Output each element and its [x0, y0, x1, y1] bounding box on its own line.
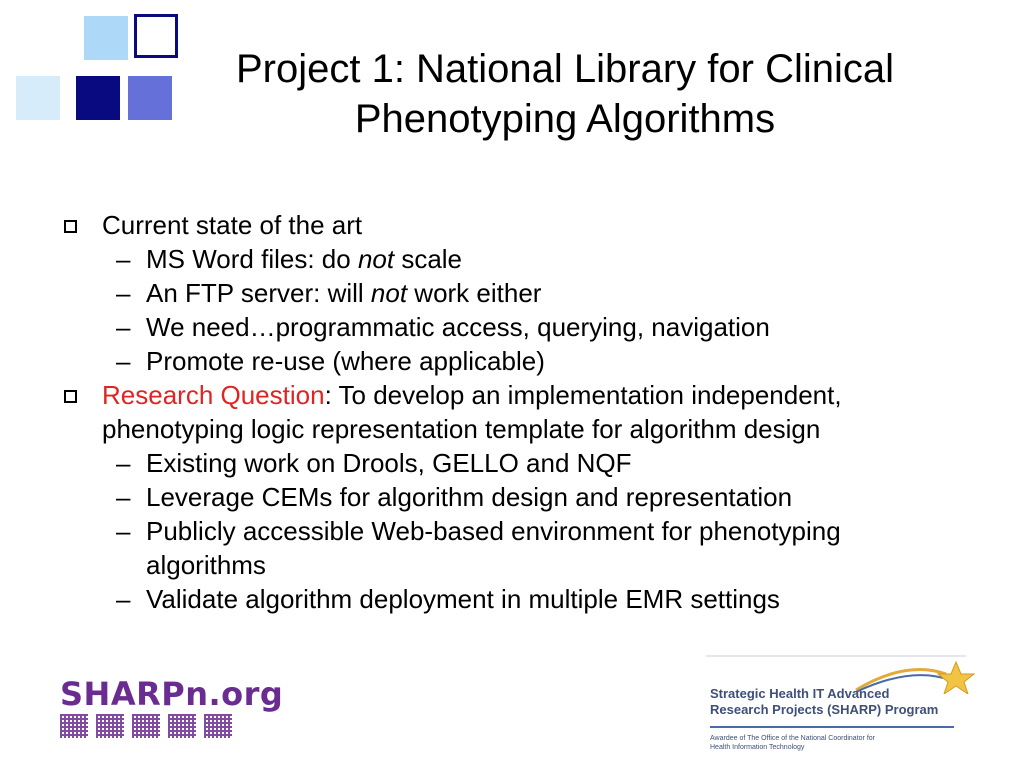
sub-bullet-text: Leverage CEMs for algorithm design and representation	[146, 482, 793, 512]
sub-bullet-text: Existing work on Drools, GELLO and NQF	[146, 448, 632, 478]
divider	[710, 726, 954, 728]
square-bullet-icon	[64, 390, 77, 403]
dash-icon: –	[116, 584, 131, 614]
title-line-1: Project 1: National Library for Clinical	[235, 47, 895, 91]
sub-bullet-text-pre: An FTP server: will	[146, 278, 371, 308]
dash-icon: –	[116, 346, 131, 376]
sub-bullet-text: Promote re-use (where applicable)	[146, 346, 545, 376]
dash-icon: –	[116, 244, 131, 274]
dash-icon: –	[116, 278, 131, 308]
title-line-2: Phenotyping Algorithms	[354, 97, 776, 141]
dash-icon: –	[116, 482, 131, 512]
sharp-program-logo	[706, 654, 976, 758]
deco-square-light	[84, 16, 128, 60]
award-line-2: Health Information Technology	[710, 744, 805, 751]
deco-square-navy	[76, 76, 120, 120]
sub-bullet	[62, 582, 962, 616]
sub-bullet	[62, 344, 962, 378]
sub-bullet	[62, 514, 962, 582]
page-title	[180, 44, 950, 144]
award-line-1: Awardee of The Office of the National Coordinator for	[710, 735, 875, 742]
logo-block	[204, 714, 232, 738]
sub-bullet-text: Publicly accessible Web-based environment for phenotyping algorithms	[146, 516, 841, 580]
dash-icon: –	[116, 312, 131, 342]
sharpn-logo	[60, 676, 283, 738]
bullet-text: : To develop an implementation independent, phenotyping logic representation template for algorithm design	[102, 380, 842, 444]
logo-block	[132, 714, 160, 738]
square-bullet-icon	[64, 220, 77, 233]
sub-bullet	[62, 276, 962, 310]
sub-bullet-text: Validate algorithm deployment in multiple EMR settings	[146, 584, 780, 614]
research-question-label: Research Question	[102, 380, 325, 410]
sub-bullet-text-post: work either	[407, 278, 542, 308]
dash-icon: –	[116, 448, 131, 478]
deco-square-medium	[128, 76, 172, 120]
sub-bullet-emphasis: not	[357, 244, 395, 274]
sharp-program-title	[710, 686, 938, 718]
awardee-text	[710, 734, 875, 752]
sub-bullet	[62, 446, 962, 480]
bullet-text: Current state of the art	[102, 210, 363, 240]
logo-block	[168, 714, 196, 738]
sub-bullet-emphasis: not	[370, 278, 408, 308]
sub-bullet-text: We need…programmatic access, querying, navigation	[146, 312, 770, 342]
logo-block	[60, 714, 88, 738]
sharpn-logo-text: SHARPn.org	[60, 675, 284, 713]
sub-bullet	[62, 480, 962, 514]
sub-bullet	[62, 310, 962, 344]
sharpn-logo-pattern	[60, 714, 283, 738]
deco-square-pale	[16, 76, 60, 120]
bullet-current-state	[62, 208, 962, 242]
dash-icon: –	[116, 516, 131, 546]
sharp-title-line-2: Research Projects (SHARP) Program	[710, 702, 939, 717]
sub-bullet-text-pre: MS Word files: do	[146, 244, 358, 274]
deco-square-outline	[134, 14, 178, 58]
logo-block	[96, 714, 124, 738]
sub-bullet-text-post: scale	[394, 244, 463, 274]
sharp-title-line-1: Strategic Health IT Advanced	[710, 686, 890, 701]
bullet-research-question	[62, 378, 962, 446]
sub-bullet	[62, 242, 962, 276]
slide-content	[62, 208, 962, 616]
